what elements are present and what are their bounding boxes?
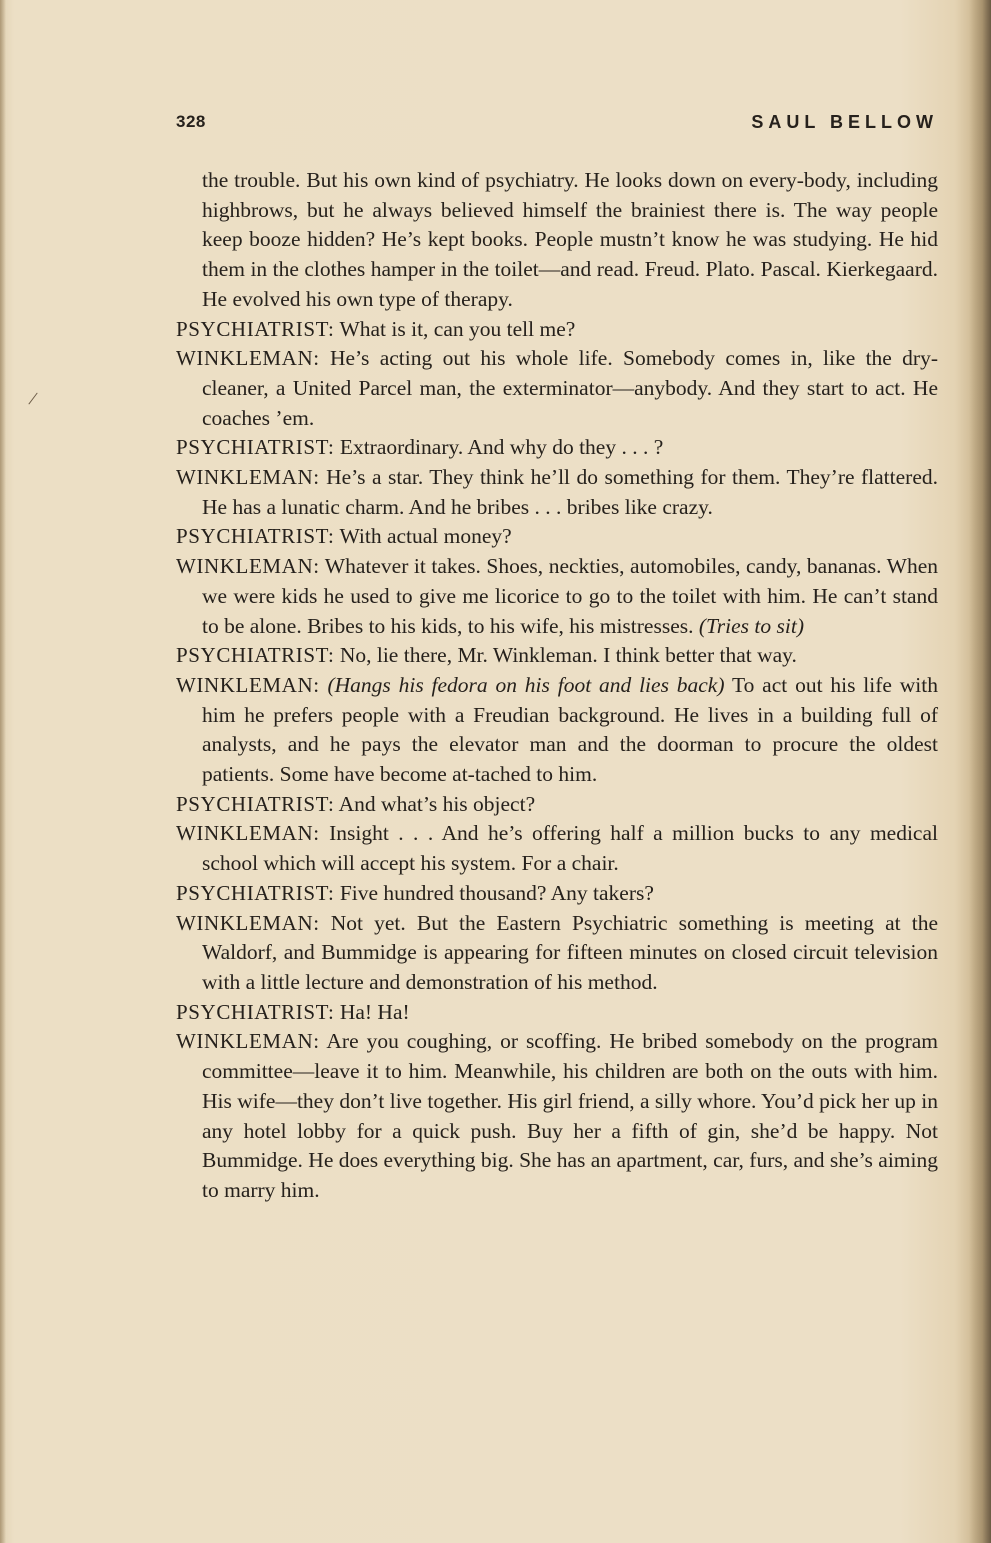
speech-text: Five hundred thousand? Any takers? [339,880,654,905]
speech-text: He’s a star. They think he’ll do something for them. They’re flattered. He has a lunatic charm. And he bribes . . . bribes like crazy. [202,465,938,519]
speaker-name: WINKLEMAN: [176,1029,320,1054]
speaker-name: WINKLEMAN: [176,672,320,697]
running-head: SAUL BELLOW [751,112,938,132]
speaker-name: PSYCHIATRIST: [176,316,335,341]
continuation-paragraph: the trouble. But his own kind of psychiatry. He looks down on every-body, including highbrows, but he always believed himself the brainiest there is. The way people keep booze hidden? He’s kept books. People mustn’t know he was studying. He hid them in the clothes hamper in the toilet—and read. Freud. Plato. Pascal. Kierkegaard. He evolved his own type of therapy. [202,168,938,311]
speech-text: With actual money? [339,524,512,549]
dialogue-line [176,1027,938,1205]
dialogue-line [176,671,938,790]
speaker-name: PSYCHIATRIST: [176,524,335,549]
margin-pencil-mark: / [26,387,39,411]
speech-text: He’s acting out his whole life. Somebody comes in, like the dry-cleaner, a United Parcel man, the exterminator—anybody. And they start to act. He coaches ’em. [202,346,939,430]
stage-direction: (Tries to sit) [698,613,804,638]
dialogue-line [176,344,938,433]
dialogue-line [176,315,938,345]
dialogue-line [176,522,938,552]
dialogue-line [176,641,938,671]
speaker-name: WINKLEMAN: [176,554,320,579]
speaker-name: WINKLEMAN: [176,821,320,846]
dialogue-line [176,552,938,641]
play-text [176,166,938,1206]
dialogue-line [176,463,938,522]
dialogue-line [176,879,938,909]
speech-text: Ha! Ha! [339,999,410,1024]
dialogue-line [176,819,938,878]
speech-text: To act out his life with him he prefers people with a Freudian background. He lives in a building full of analysts, and he pays the elevator man and the doorman to procure the oldest patients. Some have become at-tached to him. [202,672,938,787]
speech-text: Insight . . . And he’s offering half a million bucks to any medical school which will accept his system. For a chair. [202,821,938,876]
speech-text: Whatever it takes. Shoes, neckties, automobiles, candy, bananas. When we were kids he used to give me licorice to go to the toilet with him. He can’t stand to be alone. Bribes to his kids, to his wife, his mistresses. [202,554,938,638]
page-header [176,112,938,136]
speaker-name: PSYCHIATRIST: [176,880,335,905]
page-gutter-shadow [0,0,6,1543]
stage-direction: (Hangs his fedora on his foot and lies back) [327,672,725,697]
page-number: 328 [176,112,206,131]
speaker-name: WINKLEMAN: [176,346,320,371]
page-edge-shadow [969,0,991,1543]
speech-text: Are you coughing, or scoffing. He bribed somebody on the program committee—leave it to him. Meanwhile, his children are both on the outs with him. His wife—they don’t live together. His girl friend, a silly whore. You’d pick her up in any hotel lobby for a quick push. Buy her a fifth of gin, she’d be happy. Not Bummidge. He does everything big. She has an apartment, car, furs, and she’s aiming to marry him. [202,1029,938,1202]
speech-text: No, lie there, Mr. Winkleman. I think better that way. [339,643,797,668]
speaker-name: PSYCHIATRIST: [176,435,335,460]
dialogue-line [176,433,938,463]
speech-text: Not yet. But the Eastern Psychiatric something is meeting at the Waldorf, and Bummidge is appearing for fifteen minutes on closed circuit television with a little lecture and demonstration of his method. [202,910,938,994]
speaker-name: PSYCHIATRIST: [176,999,335,1024]
speech-text: And what’s his object? [338,791,536,816]
dialogue-line [176,998,938,1028]
speaker-name: WINKLEMAN: [176,465,320,490]
speaker-name: PSYCHIATRIST: [176,791,335,816]
speech-text: Extraordinary. And why do they . . . ? [339,435,664,460]
speech-text: What is it, can you tell me? [339,316,576,341]
speaker-name: WINKLEMAN: [176,910,320,935]
dialogue-line [176,909,938,998]
dialogue-line [176,790,938,820]
speaker-name: PSYCHIATRIST: [176,643,335,668]
